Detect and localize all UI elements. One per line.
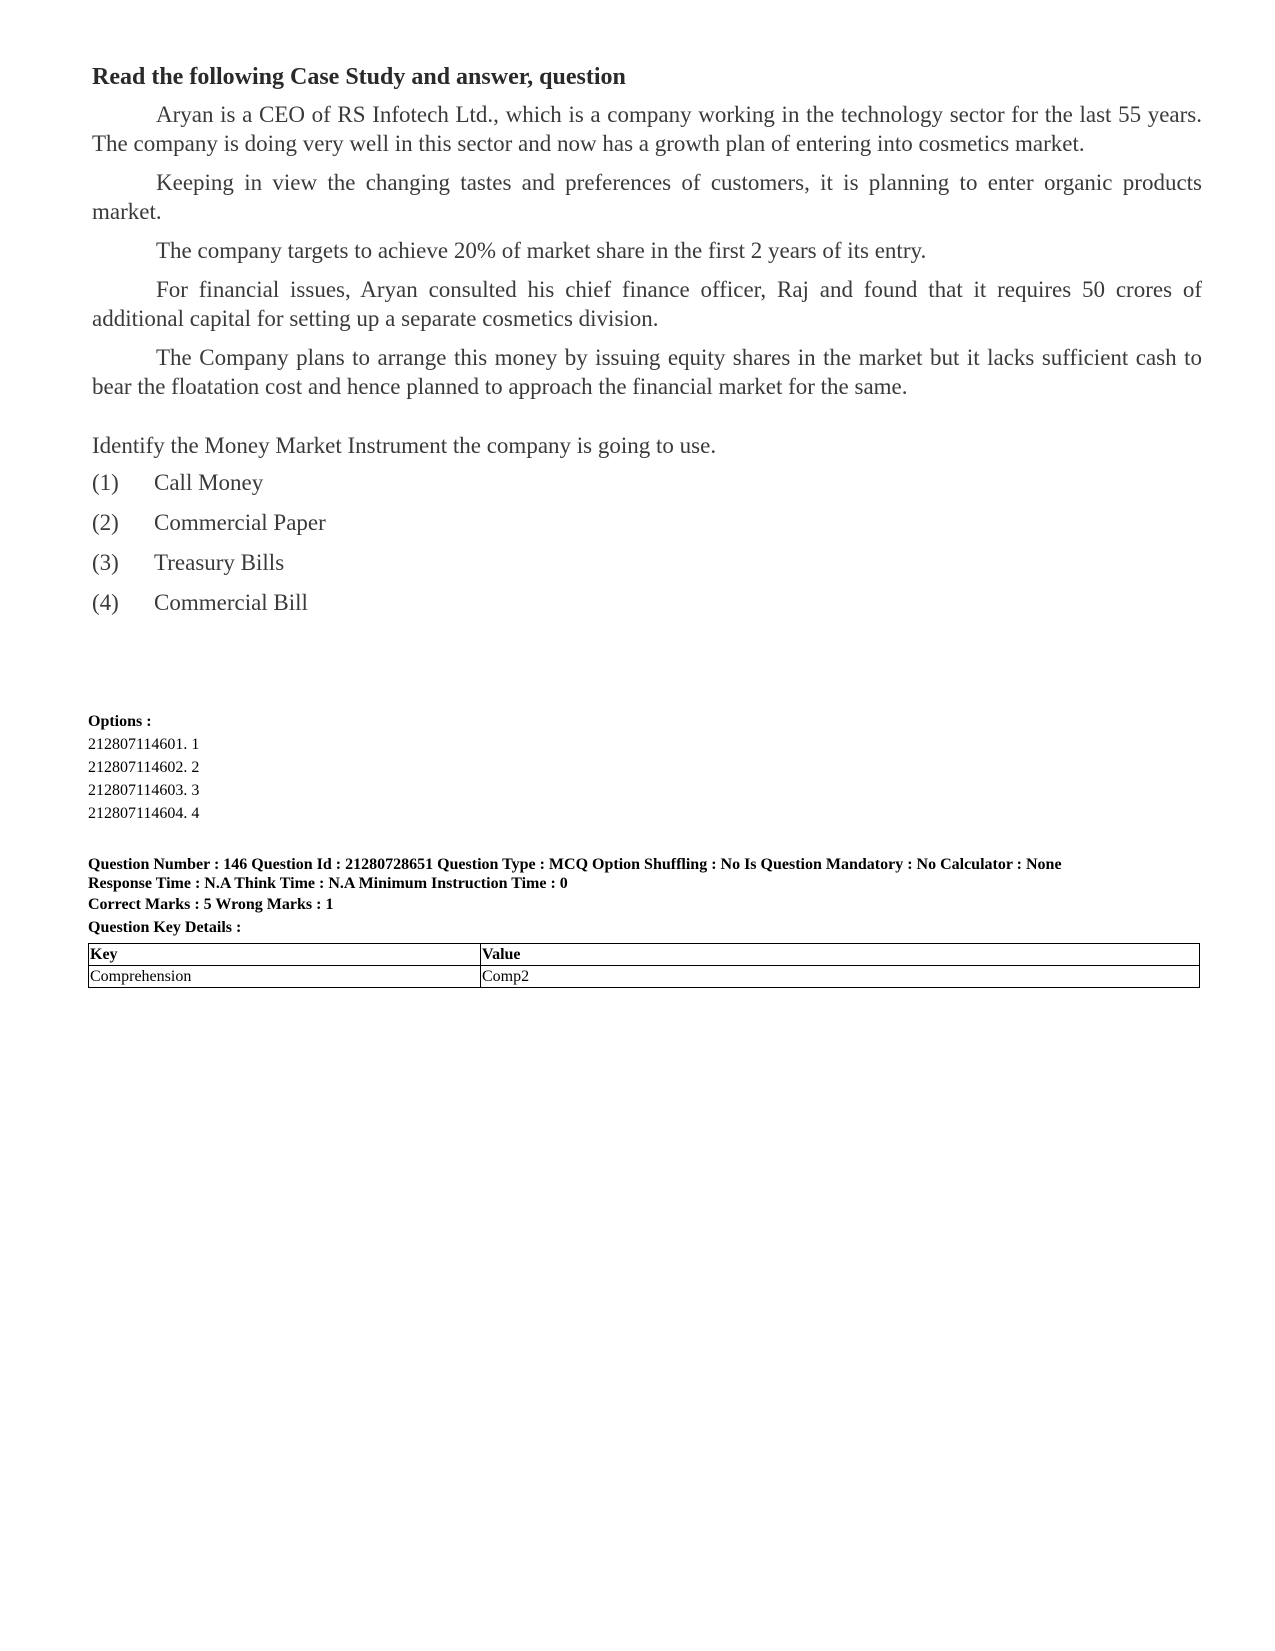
- case-paragraph: Aryan is a CEO of RS Infotech Ltd., which is a company working in the technology sector for the last 55 years. The company is doing very well in this sector and now has a growth plan of entering into cosmetics market.: [92, 102, 1202, 156]
- key-details-label: Question Key Details :: [88, 919, 242, 936]
- option-item: 212807114604. 4: [88, 805, 200, 822]
- question-timing-line: Response Time : N.A Think Time : N.A Minimum Instruction Time : 0: [88, 875, 568, 892]
- option-item: 212807114602. 2: [88, 759, 200, 776]
- question-info-line: Question Number : 146 Question Id : 21280728651 Question Type : MCQ Option Shuffling : No Is Question Mandatory : No Calculator : None: [88, 856, 1062, 873]
- options-label: Options :: [88, 713, 152, 730]
- choice-item: [92, 468, 1202, 498]
- choice-item: [92, 508, 1202, 538]
- key-table: [88, 943, 1200, 988]
- choice-text: Treasury Bills: [154, 550, 285, 575]
- option-item: 212807114601. 1: [88, 736, 200, 753]
- case-paragraph: For financial issues, Aryan consulted his chief finance officer, Raj and found that it requires 50 crores of additional capital for setting up a separate cosmetics division.: [92, 277, 1202, 331]
- case-paragraph: Keeping in view the changing tastes and preferences of customers, it is planning to enter organic products market.: [92, 170, 1202, 224]
- table-row: [89, 966, 1200, 988]
- case-paragraph: The Company plans to arrange this money by issuing equity shares in the market but it lacks sufficient cash to bear the floatation cost and hence planned to approach the financial market for the same.: [92, 345, 1202, 399]
- case-study-scan: [92, 62, 1202, 628]
- choice-item: [92, 548, 1202, 578]
- question-text: Identify the Money Market Instrument the company is going to use.: [92, 433, 717, 458]
- table-cell-key: Comprehension: [89, 966, 481, 988]
- table-header-key: Key: [89, 944, 481, 966]
- table-header-row: [89, 944, 1200, 966]
- choice-number: (1): [92, 470, 119, 495]
- case-paragraph: The company targets to achieve 20% of market share in the first 2 years of its entry.: [156, 238, 927, 263]
- case-study-heading: Read the following Case Study and answer, question: [92, 64, 626, 90]
- choice-text: Commercial Paper: [154, 510, 326, 535]
- choice-number: (3): [92, 550, 119, 575]
- options-list: [88, 733, 1200, 825]
- choice-item: [92, 588, 1202, 618]
- choice-text: Commercial Bill: [154, 590, 308, 615]
- table-cell-value: Comp2: [481, 966, 1200, 988]
- table-header-value: Value: [481, 944, 1200, 966]
- choice-number: (2): [92, 510, 119, 535]
- question-metadata: [88, 710, 1200, 988]
- option-item: 212807114603. 3: [88, 782, 200, 799]
- choice-number: (4): [92, 590, 119, 615]
- marks-line: Correct Marks : 5 Wrong Marks : 1: [88, 896, 334, 913]
- choice-text: Call Money: [154, 470, 264, 495]
